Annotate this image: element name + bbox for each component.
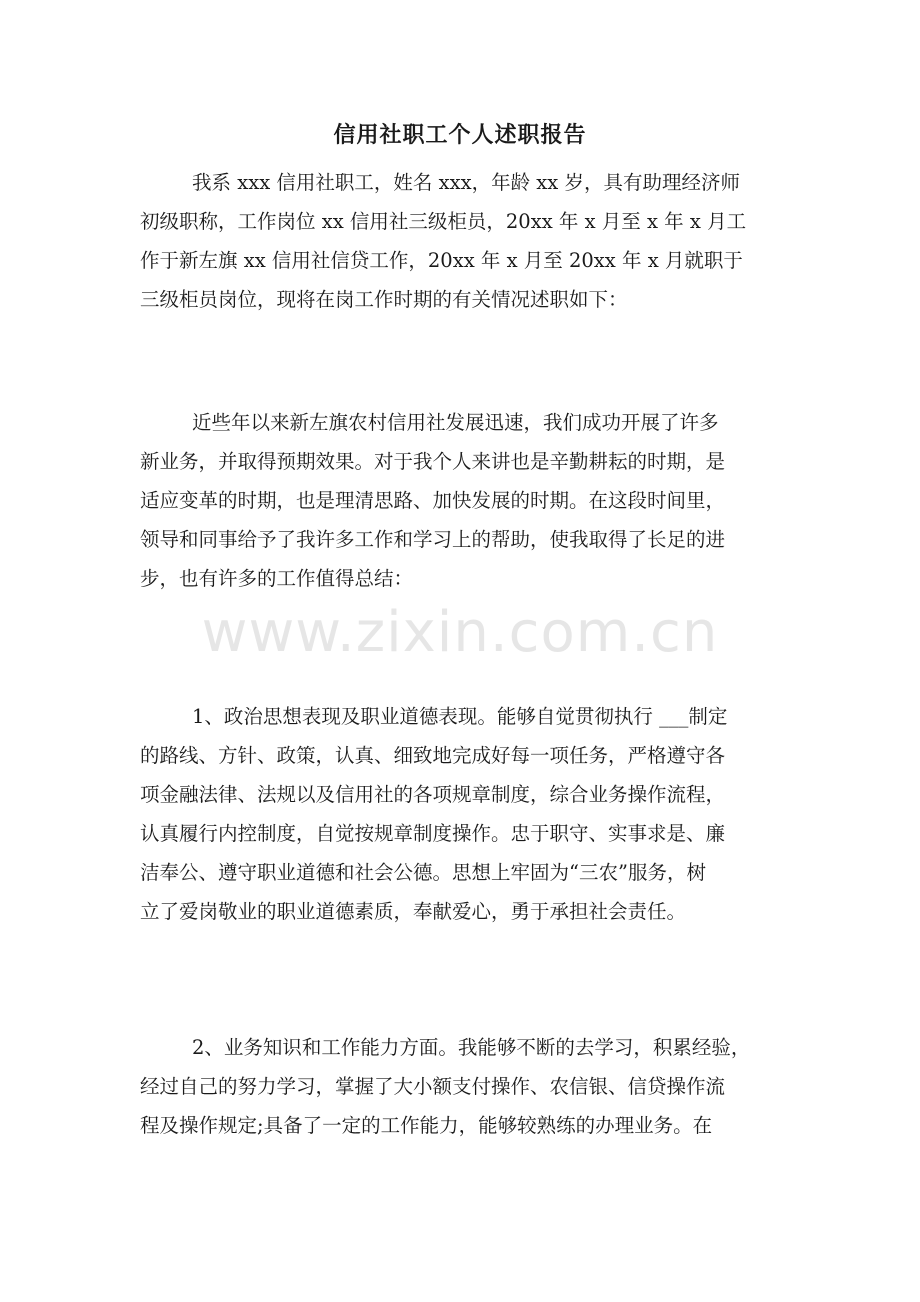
- paragraph-line: 经过自己的努力学习，掌握了大小额支付操作、农信银、信贷操作流: [140, 1075, 726, 1098]
- paragraph-line: 立了爱岗敬业的职业道德素质，奉献爱心，勇于承担社会责任。: [140, 900, 687, 923]
- paragraph-line: 领导和同事给予了我许多工作和学习上的帮助，使我取得了长足的进: [140, 528, 726, 551]
- paragraph-line: 三级柜员岗位，现将在岗工作时期的有关情况述职如下：: [140, 288, 628, 311]
- paragraph-line: 适应变革的时期，也是理清思路、加快发展的时期。在这段时间里，: [140, 489, 726, 512]
- paragraph-line: 项金融法律、法规以及信用社的各项规章制度，综合业务操作流程，: [140, 783, 726, 806]
- document-title: 信用社职工个人述职报告: [333, 122, 587, 148]
- paragraph-line: 认真履行内控制度，自觉按规章制度操作。忠于职守、实事求是、廉: [140, 822, 726, 845]
- paragraph-line: 2、业务知识和工作能力方面。我能够不断的去学习，积累经验，: [192, 1036, 751, 1059]
- paragraph-line: 我系 xxx 信用社职工，姓名 xxx，年龄 xx 岁，具有助理经济师: [192, 171, 740, 194]
- paragraph-line: 程及操作规定;具备了一定的工作能力，能够较熟练的办理业务。在: [140, 1114, 713, 1137]
- paragraph-section-1: [140, 697, 790, 931]
- paragraph-line: 初级职称，工作岗位 xx 信用社三级柜员，20xx 年 x 月至 x 年 x 月工: [140, 210, 747, 233]
- paragraph-overview: [140, 403, 790, 598]
- paragraph-line: 作于新左旗 xx 信用社信贷工作，20xx 年 x 月至 20xx 年 x 月就职于: [140, 249, 743, 272]
- paragraph-line: 新业务，并取得预期效果。对于我个人来讲也是辛勤耕耘的时期，是: [140, 450, 726, 473]
- watermark: www.zixin.com.cn: [201, 600, 719, 665]
- paragraph-line: 的路线、方针、政策，认真、细致地完成好每一项任务，严格遵守各: [140, 744, 726, 767]
- paragraph-line: 步，也有许多的工作值得总结：: [140, 567, 414, 590]
- paragraph-line: 近些年以来新左旗农村信用社发展迅速，我们成功开展了许多: [192, 411, 719, 434]
- paragraph-line: 洁奉公、遵守职业道德和社会公德。思想上牢固为“三农”服务，树: [140, 861, 706, 884]
- paragraph-section-2: [140, 1028, 790, 1145]
- paragraph-line: 1、政治思想表现及职业道德表现。能够自觉贯彻执行 ___制定: [192, 705, 728, 728]
- paragraph-intro: [140, 163, 790, 319]
